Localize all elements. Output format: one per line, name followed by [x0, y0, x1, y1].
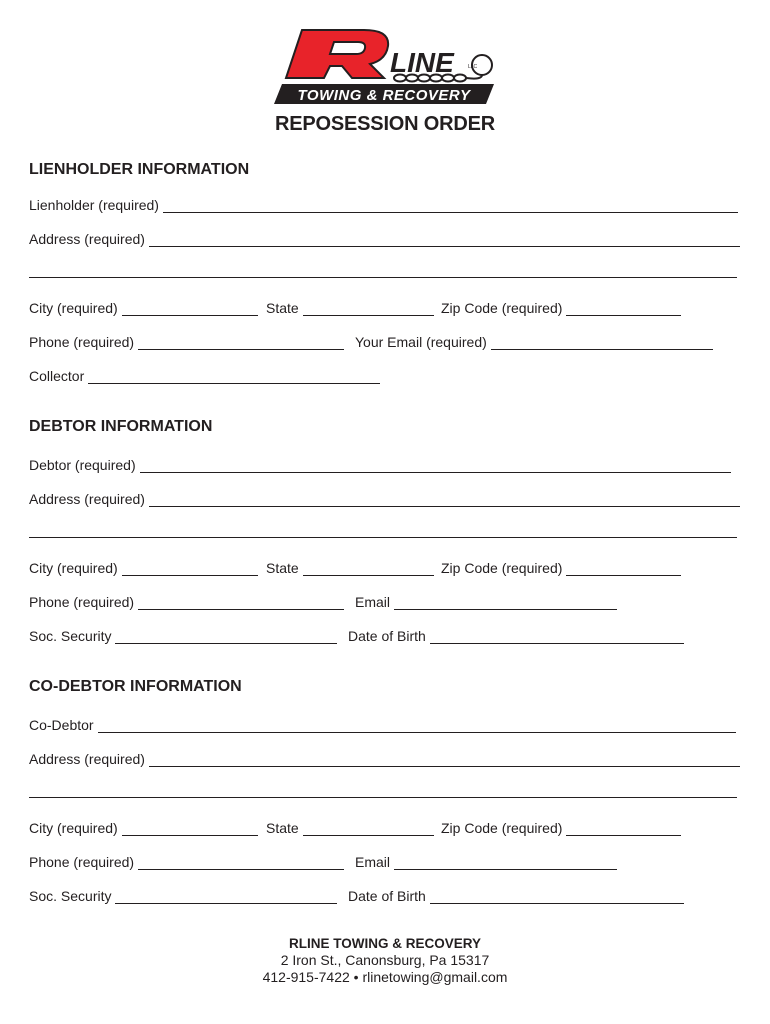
page-title: REPOSESSION ORDER	[275, 113, 495, 135]
logo-r-shape	[286, 30, 388, 78]
debtor-ssn-row	[29, 624, 741, 644]
logo-tagline: TOWING & RECOVERY	[297, 87, 471, 104]
debtor-phone-row	[29, 590, 741, 610]
city-field[interactable]	[29, 296, 258, 316]
phone-label: Phone (required)	[29, 334, 135, 350]
state-field[interactable]	[266, 816, 434, 836]
lienholder-address-line-2[interactable]	[29, 277, 737, 278]
city-input-line[interactable]	[122, 816, 258, 836]
email-label: Email	[355, 854, 391, 870]
debtor-row	[29, 453, 731, 473]
collector-input-line[interactable]	[88, 364, 380, 384]
dob-field[interactable]	[348, 884, 684, 904]
city-label: City (required)	[29, 820, 118, 836]
debtor-address-row	[29, 487, 741, 507]
codebtor-label: Co-Debtor	[29, 717, 94, 733]
phone-field[interactable]	[29, 330, 344, 350]
phone-label: Phone (required)	[29, 594, 135, 610]
phone-field[interactable]	[29, 850, 344, 870]
state-input-line[interactable]	[303, 556, 434, 576]
ssn-field[interactable]	[29, 884, 337, 904]
debtor-input-line[interactable]	[140, 453, 731, 473]
address-input-line[interactable]	[149, 487, 740, 507]
dob-input-line[interactable]	[430, 884, 684, 904]
debtor-heading: DEBTOR INFORMATION	[29, 418, 213, 435]
codebtor-row	[29, 713, 737, 733]
dob-field[interactable]	[348, 624, 684, 644]
codebtor-input-line[interactable]	[98, 713, 736, 733]
debtor-label: Debtor (required)	[29, 457, 136, 473]
codebtor-address-line-2[interactable]	[29, 797, 737, 798]
phone-input-line[interactable]	[138, 850, 344, 870]
codebtor-phone-row	[29, 850, 741, 870]
address-label: Address (required)	[29, 231, 145, 247]
email-input-line[interactable]	[394, 850, 617, 870]
ssn-field[interactable]	[29, 624, 337, 644]
state-field[interactable]	[266, 296, 434, 316]
zip-field[interactable]	[441, 556, 681, 576]
email-input-line[interactable]	[394, 590, 617, 610]
collector-field[interactable]	[29, 364, 380, 384]
codebtor-field[interactable]	[29, 713, 736, 733]
codebtor-address-field[interactable]	[29, 747, 740, 767]
debtor-city-row	[29, 556, 741, 576]
codebtor-heading: CO-DEBTOR INFORMATION	[29, 678, 242, 695]
email-field[interactable]	[355, 850, 617, 870]
phone-input-line[interactable]	[138, 330, 344, 350]
zip-label: Zip Code (required)	[441, 560, 563, 576]
lienholder-heading: LIENHOLDER INFORMATION	[29, 161, 250, 178]
dob-label: Date of Birth	[348, 628, 426, 644]
debtor-address-field[interactable]	[29, 487, 740, 507]
logo-line-word: LINE	[390, 47, 454, 78]
zip-input-line[interactable]	[566, 556, 681, 576]
dob-label: Date of Birth	[348, 888, 426, 904]
debtor-field[interactable]	[29, 453, 731, 473]
lienholder-field[interactable]	[29, 193, 738, 213]
lienholder-row	[29, 193, 739, 213]
state-label: State	[266, 560, 299, 576]
lienholder-city-row	[29, 296, 741, 316]
address-label: Address (required)	[29, 491, 145, 507]
collector-label: Collector	[29, 368, 85, 384]
zip-input-line[interactable]	[566, 296, 681, 316]
ssn-input-line[interactable]	[115, 624, 337, 644]
codebtor-address-row	[29, 747, 741, 767]
zip-field[interactable]	[441, 816, 681, 836]
city-input-line[interactable]	[122, 556, 258, 576]
debtor-address-line-2[interactable]	[29, 537, 737, 538]
codebtor-city-row	[29, 816, 741, 836]
state-input-line[interactable]	[303, 296, 434, 316]
dob-input-line[interactable]	[430, 624, 684, 644]
lienholder-label: Lienholder (required)	[29, 197, 159, 213]
zip-field[interactable]	[441, 296, 681, 316]
footer-address: 2 Iron St., Canonsburg, Pa 15317	[280, 952, 490, 968]
lienholder-phone-row	[29, 330, 741, 350]
zip-label: Zip Code (required)	[441, 820, 563, 836]
ssn-input-line[interactable]	[115, 884, 337, 904]
footer	[0, 935, 770, 986]
lienholder-address-row	[29, 227, 741, 247]
footer-contact: 412-915-7422 • rlinetowing@gmail.com	[262, 969, 508, 985]
svg-text:LLC: LLC	[468, 64, 478, 70]
city-label: City (required)	[29, 300, 118, 316]
zip-input-line[interactable]	[566, 816, 681, 836]
city-field[interactable]	[29, 816, 258, 836]
ssn-label: Soc. Security	[29, 628, 112, 644]
state-label: State	[266, 300, 299, 316]
email-label: Your Email (required)	[355, 334, 487, 350]
phone-field[interactable]	[29, 590, 344, 610]
email-field[interactable]	[355, 330, 713, 350]
email-input-line[interactable]	[491, 330, 713, 350]
city-label: City (required)	[29, 560, 118, 576]
state-label: State	[266, 820, 299, 836]
phone-label: Phone (required)	[29, 854, 135, 870]
ssn-label: Soc. Security	[29, 888, 112, 904]
company-logo	[272, 28, 498, 108]
city-field[interactable]	[29, 556, 258, 576]
zip-label: Zip Code (required)	[441, 300, 563, 316]
state-input-line[interactable]	[303, 816, 434, 836]
state-field[interactable]	[266, 556, 434, 576]
city-input-line[interactable]	[122, 296, 258, 316]
collector-row	[29, 364, 389, 384]
email-label: Email	[355, 594, 391, 610]
footer-company: RLINE TOWING & RECOVERY	[288, 936, 481, 951]
address-label: Address (required)	[29, 751, 145, 767]
codebtor-ssn-row	[29, 884, 741, 904]
address-input-line[interactable]	[149, 227, 740, 247]
lienholder-input-line[interactable]	[163, 193, 738, 213]
phone-input-line[interactable]	[138, 590, 344, 610]
address-input-line[interactable]	[149, 747, 740, 767]
logo-chain	[394, 75, 482, 82]
lienholder-address-field[interactable]	[29, 227, 740, 247]
email-field[interactable]	[355, 590, 617, 610]
